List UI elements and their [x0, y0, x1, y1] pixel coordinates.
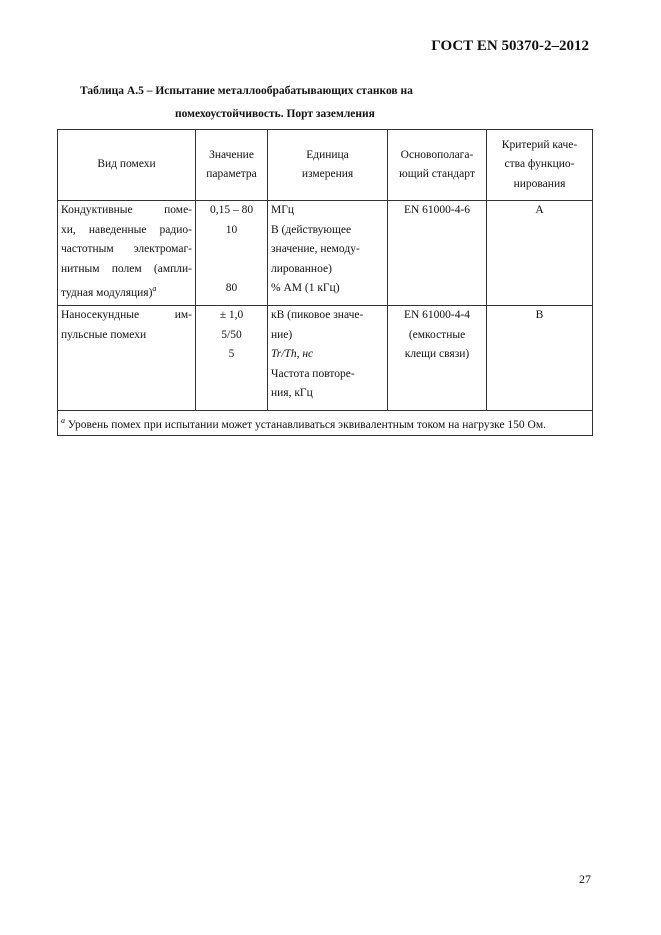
header-basic-standard: Основополага- ющий стандарт — [388, 130, 487, 201]
cell-basic-standard: EN 61000-4-4 (емкостные клещи связи) — [388, 306, 487, 411]
table-row — [58, 306, 593, 411]
table-footnote-row — [58, 411, 593, 436]
cell-parameter-value: 0,15 – 80 10 80 — [196, 201, 268, 306]
cell-disturbance-type: Наносекундные им- пульсные помехи — [58, 306, 196, 411]
cell-basic-standard: EN 61000-4-6 — [388, 201, 487, 306]
footnote-mark: а — [152, 284, 157, 293]
document-code: ГОСТ EN 50370-2–2012 — [431, 38, 589, 54]
cell-parameter-value: ± 1,0 5/50 5 — [196, 306, 268, 411]
table-caption-line-2: помехоустойчивость. Порт заземления — [175, 108, 375, 120]
table-caption-line-1: Таблица А.5 – Испытание металлообрабатывающих станков на — [80, 85, 413, 97]
footnote-text: Уровень помех при испытании может устанавливаться эквивалентным током на нагрузке 150 Ом. — [67, 418, 547, 431]
cell-performance-criterion: А — [487, 201, 593, 306]
immunity-test-table — [57, 129, 593, 436]
cell-performance-criterion: В — [487, 306, 593, 411]
cell-disturbance-type: Кондуктивные поме- хи, наведенные радио- частотным электромаг- нитным полем (ампли- тудная модуляция)$^а$ — [58, 201, 196, 306]
header-parameter-value: Значение параметра — [196, 130, 268, 201]
table-caption — [0, 80, 661, 126]
header-unit: Единица измерения — [268, 130, 388, 201]
table-footnote — [58, 411, 593, 436]
header-performance-criterion: Критерий каче- ства функцио- нирования — [487, 130, 593, 201]
cell-unit: кВ (пиковое значе- ние) Tr/Th, нс Частота повторе- ния, кГц — [268, 306, 388, 411]
table-row — [58, 201, 593, 306]
header-disturbance-type: Вид помехи — [58, 130, 196, 201]
cell-unit: МГц В (действующее значение, немоду- лированное) % АМ (1 кГц) — [268, 201, 388, 306]
page-number: 27 — [579, 872, 591, 886]
footnote-mark: а — [61, 416, 65, 425]
table-header-row — [58, 130, 593, 201]
